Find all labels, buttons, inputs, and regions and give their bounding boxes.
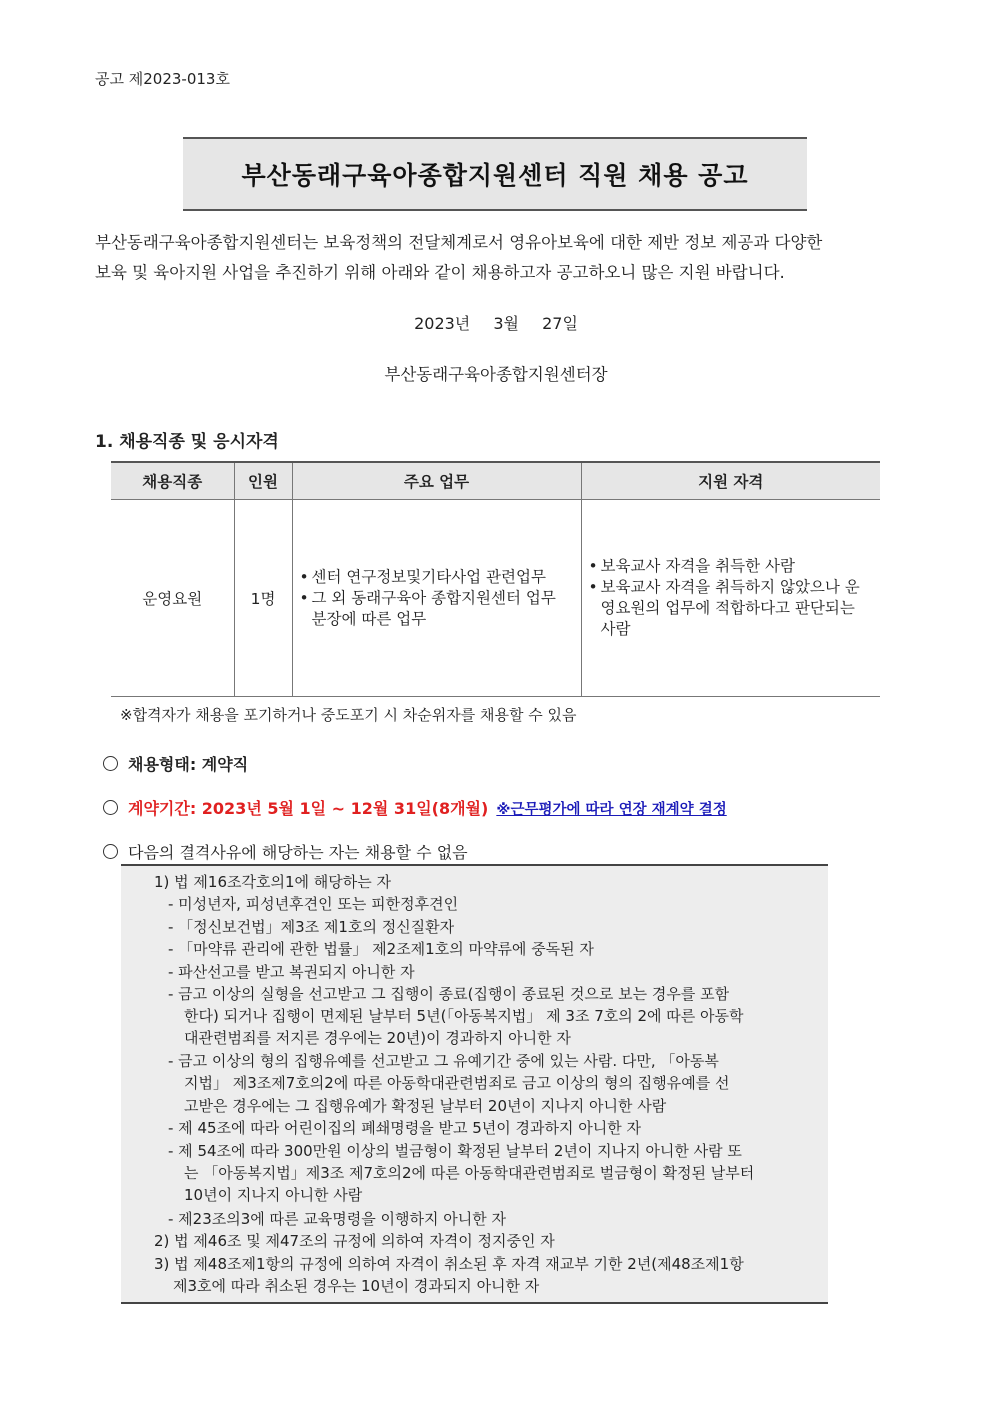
jobs-table (111, 461, 880, 697)
duty-item: • 센터 연구정보및기타사업 관련업무 (300, 567, 574, 588)
date-month: 3월 (493, 314, 519, 333)
circle-bullet-icon (103, 844, 118, 859)
table-row (111, 500, 880, 697)
section-1-heading: 1. 채용직종 및 응시자격 (95, 432, 279, 452)
contract-period-text: 계약기간: 2023년 5월 1일 ~ 12월 31일(8개월) (128, 799, 489, 818)
header-duties: 주요 업무 (292, 462, 581, 500)
disqualification-line: 대관련범죄를 저지른 경우에는 20년)이 경과하지 아니한 자 (184, 1029, 571, 1047)
disqualification-line: 지법」 제3조제7호의2에 따른 아동학대관련범죄로 금고 이상의 형의 집행유예를 선 (184, 1074, 730, 1092)
duty-item: • 그 외 동래구육아 종합지원센터 업무 분장에 따른 업무 (300, 588, 574, 630)
circle-bullet-icon (103, 756, 118, 771)
disqualification-line: - 「정신보건법」제3조 제1호의 정신질환자 (168, 918, 455, 936)
sender: 부산동래구육아종합지원센터장 (384, 365, 608, 384)
intro-paragraph (95, 228, 901, 288)
employment-type (103, 752, 248, 775)
cell-duties (292, 500, 581, 697)
disqualification-line: 제3호에 따라 취소된 경우는 10년이 경과되지 아니한 자 (173, 1277, 540, 1295)
disqualification-line: - 제 45조에 따라 어린이집의 폐쇄명령을 받고 5년이 경과하지 아니한 자 (168, 1119, 641, 1137)
disqualification-line: 고받은 경우에는 그 집행유예가 확정된 날부터 20년이 지나지 아니한 사람 (184, 1097, 667, 1115)
contract-renewal-note: ※근무평가에 따라 연장 재계약 결정 (496, 802, 727, 818)
intro-line: 부산동래구육아종합지원센터는 보육정책의 전달체계로서 영유아보육에 대한 제반 정보 제공과 다양한 (95, 233, 823, 252)
title-box (183, 137, 807, 211)
disqualification-line: 10년이 지나지 아니한 사람 (184, 1186, 363, 1204)
disqualification-line: 한다) 되거나 집행이 면제된 날부터 5년(「아동복지법」 제 3조 7호의 2에 따른 아동학 (184, 1007, 744, 1025)
contract-period (103, 796, 727, 819)
employment-type-text: 채용형태: 계약직 (128, 755, 249, 774)
announcement-date (0, 311, 992, 334)
date-day: 27일 (542, 314, 578, 333)
disqualification-box (121, 864, 828, 1304)
table-footnote: ※합격자가 채용을 포기하거나 중도포기 시 차순위자를 채용할 수 있음 (120, 706, 577, 724)
header-count: 인원 (234, 462, 292, 500)
notice-number: 공고 제2023-013호 (95, 70, 230, 88)
table-header-row (111, 462, 880, 500)
qualification-item: • 보육교사 자격을 취득하지 않았으나 운영요원의 업무에 적합하다고 판단되는 사람 (589, 577, 874, 640)
disqualification-line: - 금고 이상의 형의 집행유예를 선고받고 그 유예기간 중에 있는 사람. 다만, 「아동복 (168, 1052, 719, 1070)
cell-position: 운영요원 (111, 500, 234, 697)
disqualification-line: - 파산선고를 받고 복권되지 아니한 자 (168, 963, 415, 981)
intro-line: 보육 및 육아지원 사업을 추진하기 위해 아래와 같이 채용하고자 공고하오니 많은 지원 바랍니다. (95, 263, 785, 282)
qualification-item: • 보육교사 자격을 취득한 사람 (589, 556, 874, 577)
circle-bullet-icon (103, 800, 118, 815)
cell-count: 1명 (234, 500, 292, 697)
disqualification-line: - 금고 이상의 실형을 선고받고 그 집행이 종료(집행이 종료된 것으로 보는 경우를 포함 (168, 985, 730, 1003)
cell-qualifications (581, 500, 880, 697)
disqualification-line: 는 「아동복지법」제3조 제7호의2에 따른 아동학대관련범죄로 벌금형이 확정된 날부터 (184, 1164, 755, 1182)
disqualification-intro-text: 다음의 결격사유에 해당하는 자는 채용할 수 없음 (128, 843, 468, 862)
disqualification-line: 2) 법 제46조 및 제47조의 규정에 의하여 자격이 정지중인 자 (154, 1232, 555, 1250)
page-title: 부산동래구육아종합지원센터 직원 채용 공고 (241, 161, 749, 190)
disqualification-line: - 제 54조에 따라 300만원 이상의 벌금형이 확정된 날부터 2년이 지나지 아니한 사람 또 (168, 1142, 742, 1160)
date-year: 2023년 (414, 314, 471, 333)
disqualification-line: - 미성년자, 피성년후견인 또는 피한정후견인 (168, 895, 459, 913)
header-position: 채용직종 (111, 462, 234, 500)
disqualification-line: 1) 법 제16조각호의1에 해당하는 자 (154, 873, 391, 891)
disqualification-line: 3) 법 제48조제1항의 규정에 의하여 자격이 취소된 후 자격 재교부 기한 2년(제48조제1항 (154, 1255, 744, 1273)
header-qualifications: 지원 자격 (581, 462, 880, 500)
disqualification-line: - 「마약류 관리에 관한 법률」 제2조제1호의 마약류에 중독된 자 (168, 940, 594, 958)
disqualification-intro (103, 840, 468, 863)
disqualification-line: - 제23조의3에 따른 교육명령을 이행하지 아니한 자 (168, 1210, 506, 1228)
